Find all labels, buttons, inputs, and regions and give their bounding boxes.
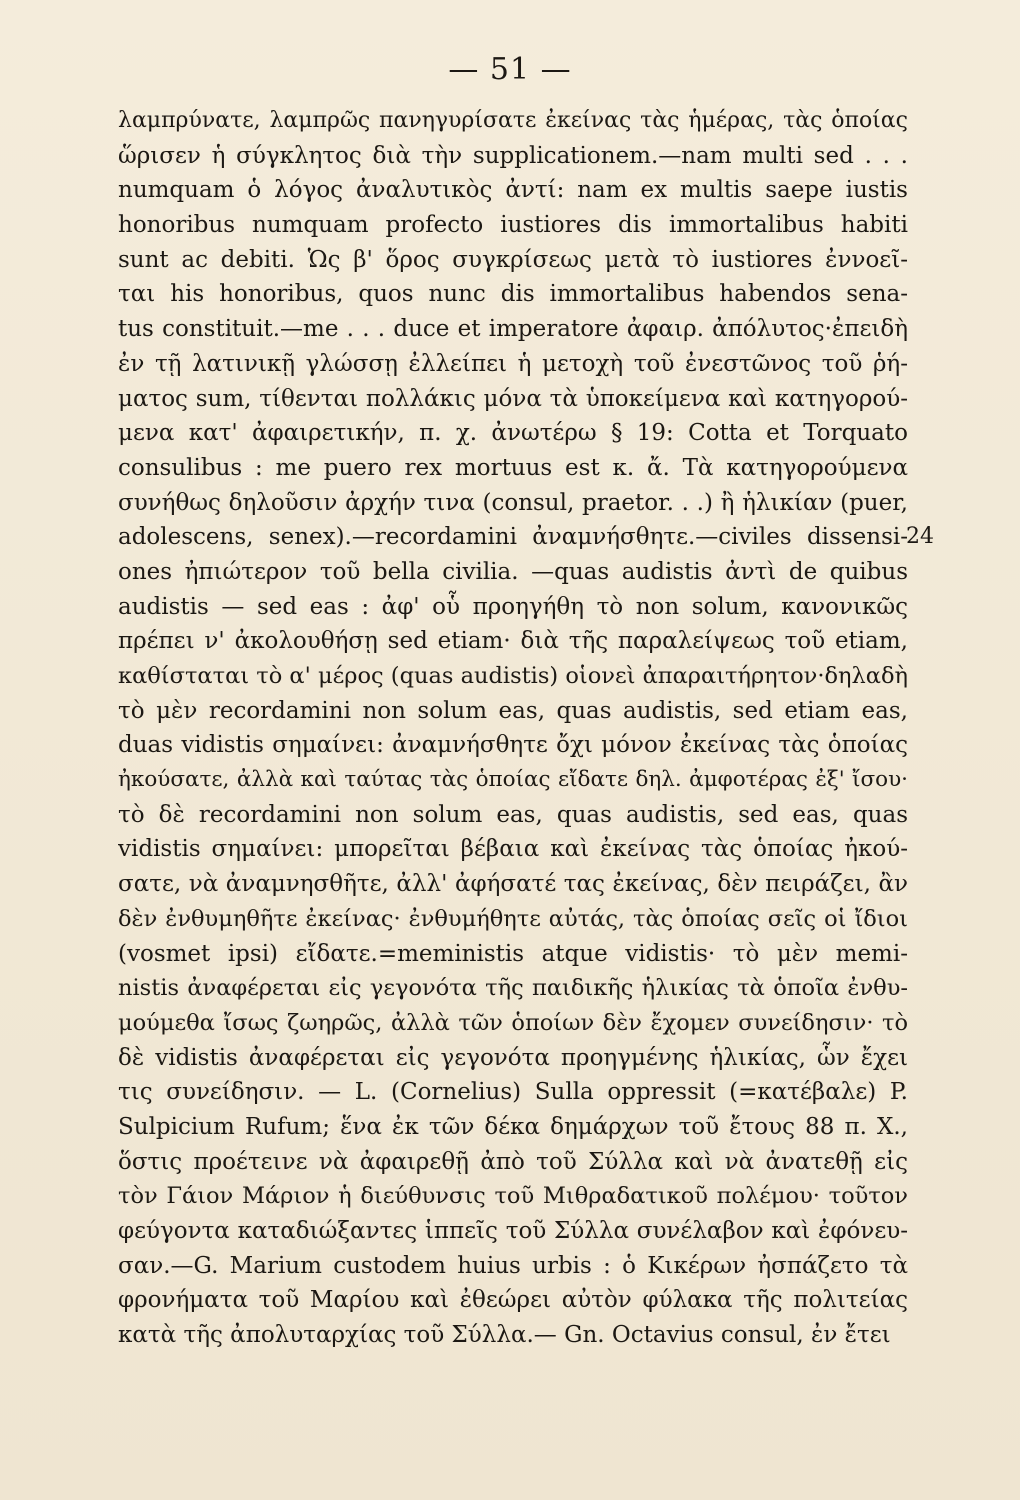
text-line: tus constituit.—me . . . duce et imperatore ἀφαιρ. ἀπόλυτος·ἐπειδὴ bbox=[118, 316, 908, 343]
text-line: μούμεθα ἴσως ζωηρῶς, ἀλλὰ τῶν ὁποίων δὲν ἔχομεν συνείδησιν· τὸ bbox=[118, 1009, 908, 1036]
text-line: duas vidistis σημαίνει: ἀναμνήσθητε ὄχι μόνον ἐκείνας τὰς ὁποίας bbox=[118, 732, 908, 759]
text-line: ones ἠπιώτερον τοῦ bella civilia. —quas audistis ἀντὶ de quibus bbox=[118, 558, 908, 585]
text-line: honoribus numquam profecto iustiores dis immortalibus habiti bbox=[118, 212, 908, 239]
text-line: audistis — sed eas : ἀφ' οὗ προηγήθη τὸ non solum, κανονικῶς bbox=[118, 593, 908, 620]
text-line: συνήθως δηλοῦσιν ἀρχήν τινα (consul, praetor. . .) ἢ ἡλικίαν (puer, bbox=[118, 489, 908, 516]
text-line: vidistis σημαίνει: μπορεῖται βέβαια καὶ ἐκείνας τὰς ὁποίας ἠκού- bbox=[118, 836, 908, 863]
text-line: δὲν ἐνθυμηθῆτε ἐκείνας· ἐνθυμήθητε αὐτάς, τὰς ὁποίας σεῖς οἱ ἴδιοι bbox=[118, 905, 908, 932]
text-line: nistis ἀναφέρεται εἰς γεγονότα τῆς παιδικῆς ἡλικίας τὰ ὁποῖα ἐνθυ- bbox=[118, 975, 908, 1002]
text-line: consulibus : me puero rex mortuus est κ. ἄ. Τὰ κατηγορούμενα bbox=[118, 454, 908, 481]
text-line: adolescens, senex).—recordamini ἀναμνήσθητε.—civiles dissensi- bbox=[118, 524, 908, 551]
text-line: σαν.—G. Marium custodem huius urbis : ὁ Κικέρων ἠσπάζετο τὰ bbox=[118, 1252, 908, 1279]
text-line: Sulpicium Rufum; ἕνα ἐκ τῶν δέκα δημάρχων τοῦ ἔτους 88 π. Χ., bbox=[118, 1113, 908, 1140]
text-line: πρέπει ν' ἀκολουθήσῃ sed etiam· διὰ τῆς παραλείψεως τοῦ etiam, bbox=[118, 628, 908, 655]
text-line: ἐν τῇ λατινικῇ γλώσσῃ ἐλλείπει ἡ μετοχὴ τοῦ ἐνεστῶνος τοῦ ῥή- bbox=[118, 350, 908, 377]
text-line: κατὰ τῆς ἀπολυταρχίας τοῦ Σύλλα.— Gn. Octavius consul, ἐν ἔτει bbox=[118, 1322, 891, 1349]
text-line: λαμπρύνατε, λαμπρῶς πανηγυρίσατε ἐκείνας τὰς ἡμέρας, τὰς ὁποίας bbox=[118, 108, 908, 133]
text-line: ἠκούσατε, ἀλλὰ καὶ ταύτας τὰς ὁποίας εἴδατε δηλ. ἀμφοτέρας ἐξ' ἴσου· bbox=[118, 767, 908, 793]
text-line: δὲ vidistis ἀναφέρεται εἰς γεγονότα προηγμένης ἡλικίας, ὧν ἔχει bbox=[118, 1044, 908, 1071]
text-line: τὸ μὲν recordamini non solum eas, quas audistis, sed etiam eas, bbox=[118, 697, 908, 724]
text-line: ται his honoribus, quos nunc dis immortalibus habendos sena- bbox=[118, 281, 908, 308]
commentary-text bbox=[118, 104, 908, 1353]
text-line: καθίσταται τὸ α' μέρος (quas audistis) οἱονεὶ ἀπαραιτήρητον·δηλαδὴ bbox=[118, 663, 908, 689]
margin-section-number: 24 bbox=[906, 524, 934, 549]
text-line: φρονήματα τοῦ Μαρίου καὶ ἐθεώρει αὐτὸν φύλακα τῆς πολιτείας bbox=[118, 1287, 908, 1314]
text-line: (vosmet ipsi) εἴδατε.=meministis atque vidistis· τὸ μὲν memi- bbox=[118, 940, 908, 967]
text-line: sunt ac debiti. Ὡς β' ὅρος συγκρίσεως μετὰ τὸ iustiores ἐννοεῖ- bbox=[118, 246, 908, 273]
page-number: — 51 — bbox=[448, 52, 572, 87]
text-line: τὸν Γάιον Μάριον ἡ διεύθυνσις τοῦ Μιθραδατικοῦ πολέμου· τοῦτον bbox=[118, 1183, 908, 1210]
text-line: τις συνείδησιν. — L. (Cornelius) Sulla oppressit (=κατέβαλε) P. bbox=[118, 1079, 908, 1106]
text-line: σατε, νὰ ἀναμνησθῆτε, ἀλλ' ἀφήσατέ τας ἐκείνας, δὲν πειράζει, ἂν bbox=[118, 871, 908, 898]
text-line: ὥρισεν ἡ σύγκλητος διὰ τὴν supplicationem.—nam multi sed . . . bbox=[118, 142, 908, 169]
text-line: φεύγοντα καταδιώξαντες ἱππεῖς τοῦ Σύλλα συνέλαβον καὶ ἐφόνευ- bbox=[118, 1218, 908, 1244]
text-line: μενα κατ' ἀφαιρετικήν, π. χ. ἀνωτέρω § 19: Cotta et Torquato bbox=[118, 420, 908, 447]
text-line: ματος sum, τίθενται πολλάκις μόνα τὰ ὑποκείμενα καὶ κατηγορού- bbox=[118, 385, 908, 412]
text-line: τὸ δὲ recordamini non solum eas, quas audistis, sed eas, quas bbox=[118, 801, 908, 828]
text-line: ὅστις προέτεινε νὰ ἀφαιρεθῇ ἀπὸ τοῦ Σύλλα καὶ νὰ ἀνατεθῇ εἰς bbox=[118, 1148, 908, 1175]
text-line: numquam ὁ λόγος ἀναλυτικὸς ἀντί: nam ex multis saepe iustis bbox=[118, 177, 908, 204]
